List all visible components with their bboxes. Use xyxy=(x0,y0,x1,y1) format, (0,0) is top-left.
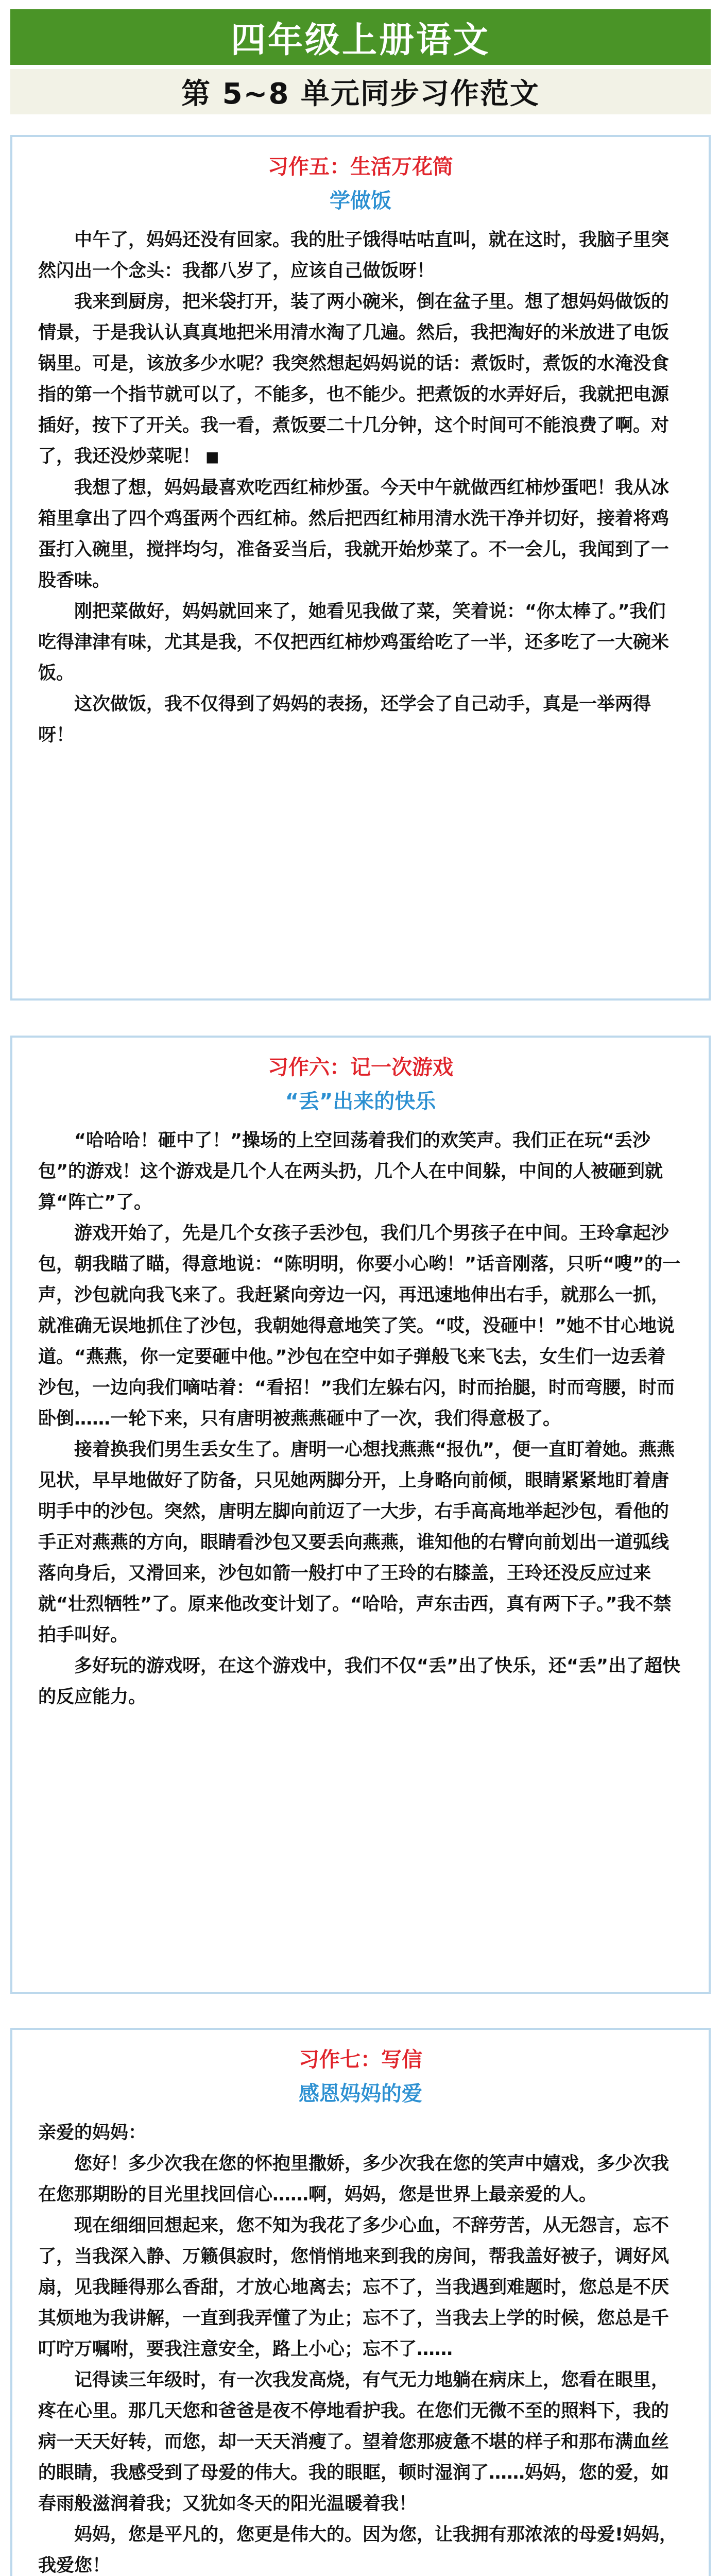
paragraph-text: 我来到厨房，把米袋打开，装了两小碗米，倒在盆子里。想了想妈妈做饭的情景，于是我认认真真地把米用清水淘了几遍。然后，我把淘好的米放进了电饭锅里。可是，该放多少水呢？我突然想起妈妈说的话：煮饭时，煮饭的水淹没食指的第一个指节就可以了，不能多，也不能少。把煮饭的水弄好后，我就把电源插好，按下了开关。我一看，煮饭要二十几分钟，这个时间可不能浪费了啊。对了，我还没炒菜呢！ xyxy=(38,292,670,467)
paragraph: 妈妈，您是平凡的，您更是伟大的。因为您，让我拥有那浓浓的母爱!妈妈，我爱您！ xyxy=(38,2524,677,2576)
essay-card-6 xyxy=(10,1036,711,1994)
paragraph: 记得读三年级时，有一次我发高烧，有气无力地躺在病床上，您看在眼里，疼在心里。那几天您和爸爸是夜不停地看护我。在您们无微不至的照料下，我的病一天天好转，而您，却一天天消瘦了。望着您那疲惫不堪的样子和那布满血丝的眼睛，我感受到了母爱的伟大。我的眼眶，顿时湿润了……妈妈，您的爱，如春雨般滋润着我；又犹如冬天的阳光温暖着我！ xyxy=(38,2370,670,2514)
paragraph: 中午了，妈妈还没有回家。我的肚子饿得咕咕直叫，就在这时，我脑子里突然闪出一个念头：我都八岁了，应该自己做饭呀！ xyxy=(38,230,670,281)
title-banner xyxy=(10,9,711,65)
paragraph: “哈哈哈！砸中了！”操场的上空回荡着我们的欢笑声。我们正在玩“丢沙包”的游戏！这个游戏是几个人在两头扔，几个人在中间躲，中间的人被砸到就算“阵亡”了。 xyxy=(38,1130,663,1213)
essay-title: 感恩妈妈的爱 xyxy=(299,2082,422,2106)
paragraph: 这次做饭，我不仅得到了妈妈的表扬，还学会了自己动手，真是一举两得呀！ xyxy=(38,694,651,745)
section-heading: 习作七：写信 xyxy=(299,2048,422,2072)
letter-salutation: 亲爱的妈妈： xyxy=(38,2123,147,2143)
section-heading: 习作五：生活万花筒 xyxy=(268,155,453,179)
paragraph: 刚把菜做好，妈妈就回来了，她看见我做了菜，笑着说：“你太棒了。”我们吃得津津有味，尤其是我，不仅把西红柿炒鸡蛋给吃了一半，还多吃了一大碗米饭。 xyxy=(38,601,670,684)
subtitle-banner xyxy=(10,69,711,114)
essay-card-7 xyxy=(10,2028,711,2576)
paragraph: 多好玩的游戏呀，在这个游戏中，我们不仅“丢”出了快乐，还“丢”出了超快的反应能力。 xyxy=(38,1656,681,1707)
page-subtitle: 第 5~8 单元同步习作范文 xyxy=(181,77,540,111)
essay-title: “丢”出来的快乐 xyxy=(285,1090,436,1113)
paragraph: 您好！多少次我在您的怀抱里撒娇，多少次我在您的笑声中嬉戏，多少次我在您那期盼的目光里找回信心……啊，妈妈，您是世界上最亲爱的人。 xyxy=(38,2154,670,2205)
paragraph: 我想了想，妈妈最喜欢吃西红柿炒蛋。今天中午就做西红柿炒蛋吧！我从冰箱里拿出了四个鸡蛋两个西红柿。然后把西红柿用清水洗干净并切好，接着将鸡蛋打入碗里，搅拌均匀，准备妥当后，我就开始炒菜了。不一会儿，我闻到了一股香味。 xyxy=(38,478,670,591)
section-heading: 习作六：记一次游戏 xyxy=(268,1056,453,1079)
paragraph: 游戏开始了，先是几个女孩子丢沙包，我们几个男孩子在中间。王玲拿起沙包，朝我瞄了瞄，得意地说：“陈明明，你要小心哟！”话音刚落，只听“嗖”的一声，沙包就向我飞来了。我赶紧向旁边一闪，再迅速地伸出右手，就那么一抓，就准确无误地抓住了沙包，我朝她得意地笑了笑。“哎，没砸中！”她不甘心地说道。“燕燕，你一定要砸中他。”沙包在空中如子弹般飞来飞去，女生们一边丢着沙包，一边向我们嘀咕着：“看招！”我们左躲右闪，时而抬腿，时而弯腰，时而卧倒……一轮下来，只有唐明被燕燕砸中了一次，我们得意极了。 xyxy=(38,1223,681,1429)
page-title: 四年级上册语文 xyxy=(230,20,490,61)
end-mark: ■ xyxy=(205,448,219,465)
paragraph: 现在细细回想起来，您不知为我花了多少心血，不辞劳苦，从无怨言，忘不了，当我深入静、万籁俱寂时，您悄悄地来到我的房间，帮我盖好被子，调好风扇，见我睡得那么香甜，才放心地离去；忘不了，当我遇到难题时，您总是不厌其烦地为我讲解，一直到我弄懂了为止；忘不了，当我去上学的时候，您总是千叮咛万嘱咐，要我注意安全，路上小心；忘不了…… xyxy=(38,2215,670,2360)
paragraph xyxy=(38,286,683,472)
essay-title: 学做饭 xyxy=(330,189,391,213)
paragraph: 接着换我们男生丢女生了。唐明一心想找燕燕“报仇”，便一直盯着她。燕燕见状，早早地做好了防备，只见她两脚分开，上身略向前倾，眼睛紧紧地盯着唐明手中的沙包。突然，唐明左脚向前迈了一大步，右手高高地举起沙包，看他的手正对燕燕的方向，眼睛看沙包又要丢向燕燕，谁知他的右臂向前划出一道弧线落向身后，又滑回来，沙包如箭一般打中了王玲的右膝盖，王玲还没反应过来就“壮烈牺牲”了。原来他改变计划了。“哈哈，声东击西，真有两下子。”我不禁拍手叫好。 xyxy=(38,1439,675,1646)
essay-card-5 xyxy=(10,135,711,1001)
